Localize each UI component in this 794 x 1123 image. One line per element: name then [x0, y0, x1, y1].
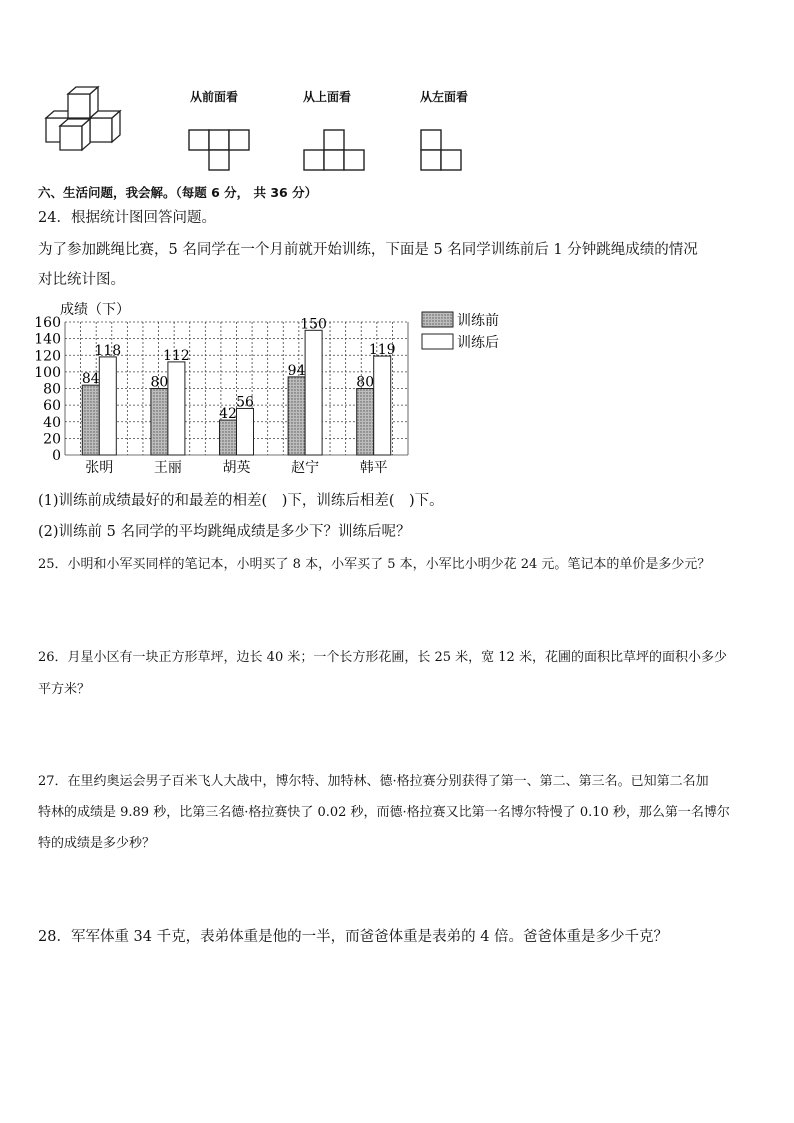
bar-after	[305, 330, 322, 455]
y-tick-label: 160	[34, 315, 61, 331]
left-view-label: 从左面看	[420, 90, 469, 104]
bar-value-label: 118	[94, 342, 122, 359]
x-tick-label: 赵宁	[291, 460, 320, 476]
q24-intro-line1: 为了参加跳绳比赛，5 名同学在一个月前就开始训练，下面是 5 名同学训练前后 1 分钟跳绳成绩的情况	[38, 242, 698, 258]
bar-value-label: 112	[163, 347, 190, 364]
front-view-figure	[188, 128, 252, 174]
legend-label: 训练后	[457, 335, 499, 351]
front-view-label: 从前面看	[190, 90, 239, 104]
bar-value-label: 119	[368, 342, 396, 359]
bar-value-label: 56	[236, 394, 254, 411]
legend-swatch	[422, 312, 453, 327]
top-view-figure	[303, 128, 367, 174]
bar-value-label: 42	[219, 406, 237, 423]
bar-chart	[30, 296, 530, 482]
x-tick-labels	[85, 459, 387, 476]
bar-before	[357, 389, 374, 456]
y-tick-label: 140	[34, 331, 61, 348]
q24-sub1: (1)训练前成绩最好的和最差的相差( )下，训练后相差( )下。	[38, 493, 444, 509]
q24-intro-line2: 对比统计图。	[38, 272, 125, 288]
y-tick-label: 100	[34, 364, 61, 381]
bar-value-label: 150	[300, 316, 327, 333]
y-tick-label: 60	[43, 398, 61, 415]
q27-line1: 27．在里约奥运会男子百米飞人大战中，博尔特、加特林、德·格拉赛分别获得了第一、第二、第三名。已知第二名加	[38, 774, 709, 789]
q25-text: 25．小明和小军买同样的笔记本，小明买了 8 本，小军买了 5 本，小军比小明少花 24 元。笔记本的单价是多少元？	[38, 557, 711, 572]
bar-value-label: 80	[356, 374, 375, 391]
x-tick-label: 张明	[85, 460, 114, 476]
x-tick-label: 王丽	[153, 460, 182, 476]
bar-value-label: 80	[150, 374, 169, 391]
q27-line3: 特的成绩是多少秒？	[38, 836, 156, 851]
bar-before	[288, 377, 305, 455]
bar-after	[99, 357, 116, 455]
bar-group	[82, 316, 396, 455]
y-tick-label: 0	[52, 448, 61, 464]
chart-legend	[422, 312, 499, 351]
y-tick-label: 40	[43, 414, 61, 431]
left-view-figure	[420, 128, 466, 174]
bar-value-label: 84	[81, 371, 100, 388]
bar-value-label: 94	[287, 362, 306, 379]
q24-sub2: (2)训练前 5 名同学的平均跳绳成绩是多少下？训练后呢？	[38, 524, 411, 540]
x-tick-label: 韩平	[359, 460, 388, 476]
top-view-label: 从上面看	[303, 90, 352, 104]
bar-before	[151, 389, 168, 456]
cube-stack-figure	[38, 84, 128, 156]
y-tick-label: 120	[34, 348, 61, 365]
bar-after	[168, 362, 185, 455]
legend-label: 训练前	[457, 313, 499, 329]
q26-line1: 26．月星小区有一块正方形草坪，边长 40 米；一个长方形花圃，长 25 米，宽 12 米，花圃的面积比草坪的面积小多少	[38, 650, 727, 665]
y-tick-label: 20	[43, 431, 61, 448]
section-title: 六、生活问题，我会解。（每题 6 分， 共 36 分）	[38, 185, 318, 200]
x-tick-label: 胡英	[222, 460, 251, 476]
y-tick-labels	[34, 315, 61, 464]
legend-swatch	[422, 334, 453, 349]
y-tick-label: 80	[43, 381, 61, 398]
q27-line2: 特林的成绩是 9.89 秒，比第三名德·格拉赛快了 0.02 秒，而德·格拉赛又比第一名博尔特慢了 0.10 秒，那么第一名博尔	[38, 805, 730, 820]
q26-line2: 平方米？	[38, 682, 91, 697]
q24-number: 24．根据统计图回答问题。	[38, 210, 216, 226]
bar-after	[374, 356, 391, 455]
bar-after	[237, 408, 254, 455]
q28-text: 28．军军体重 34 千克，表弟体重是他的一半，而爸爸体重是表弟的 4 倍。爸爸体重是多少千克？	[38, 929, 669, 945]
y-axis-label: 成绩（下）	[60, 302, 130, 318]
bar-before	[220, 420, 237, 455]
bar-before	[82, 385, 99, 455]
